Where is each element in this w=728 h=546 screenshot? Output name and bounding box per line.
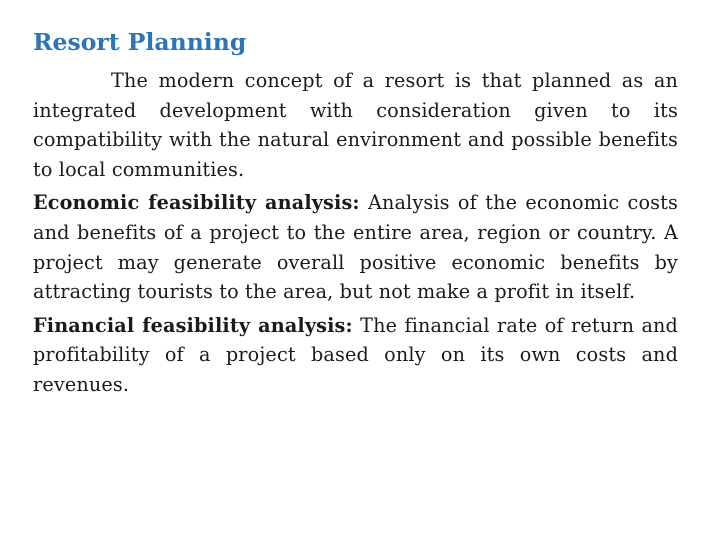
financial-feasibility-paragraph xyxy=(33,311,678,400)
economic-feasibility-term: Economic feasibility analysis: xyxy=(33,191,360,215)
economic-feasibility-text: Analysis of the economic costs and benefits of a project to the entire area, region or country. A project may generate overall positive economic benefits by attracting tourists to the area, but not make a profit in itself. xyxy=(33,191,678,304)
intro-paragraph: The modern concept of a resort is that planned as an integrated development with consideration given to its compatibility with the natural environment and possible benefits to local communities. xyxy=(33,69,678,181)
financial-feasibility-text: The financial rate of return and profitability of a project based only on its own costs and revenues. xyxy=(33,313,678,396)
financial-feasibility-term: Financial feasibility analysis: xyxy=(33,313,353,337)
economic-feasibility-paragraph xyxy=(33,188,678,306)
slide-content xyxy=(33,24,678,404)
slide-title: Resort Planning xyxy=(33,28,247,56)
